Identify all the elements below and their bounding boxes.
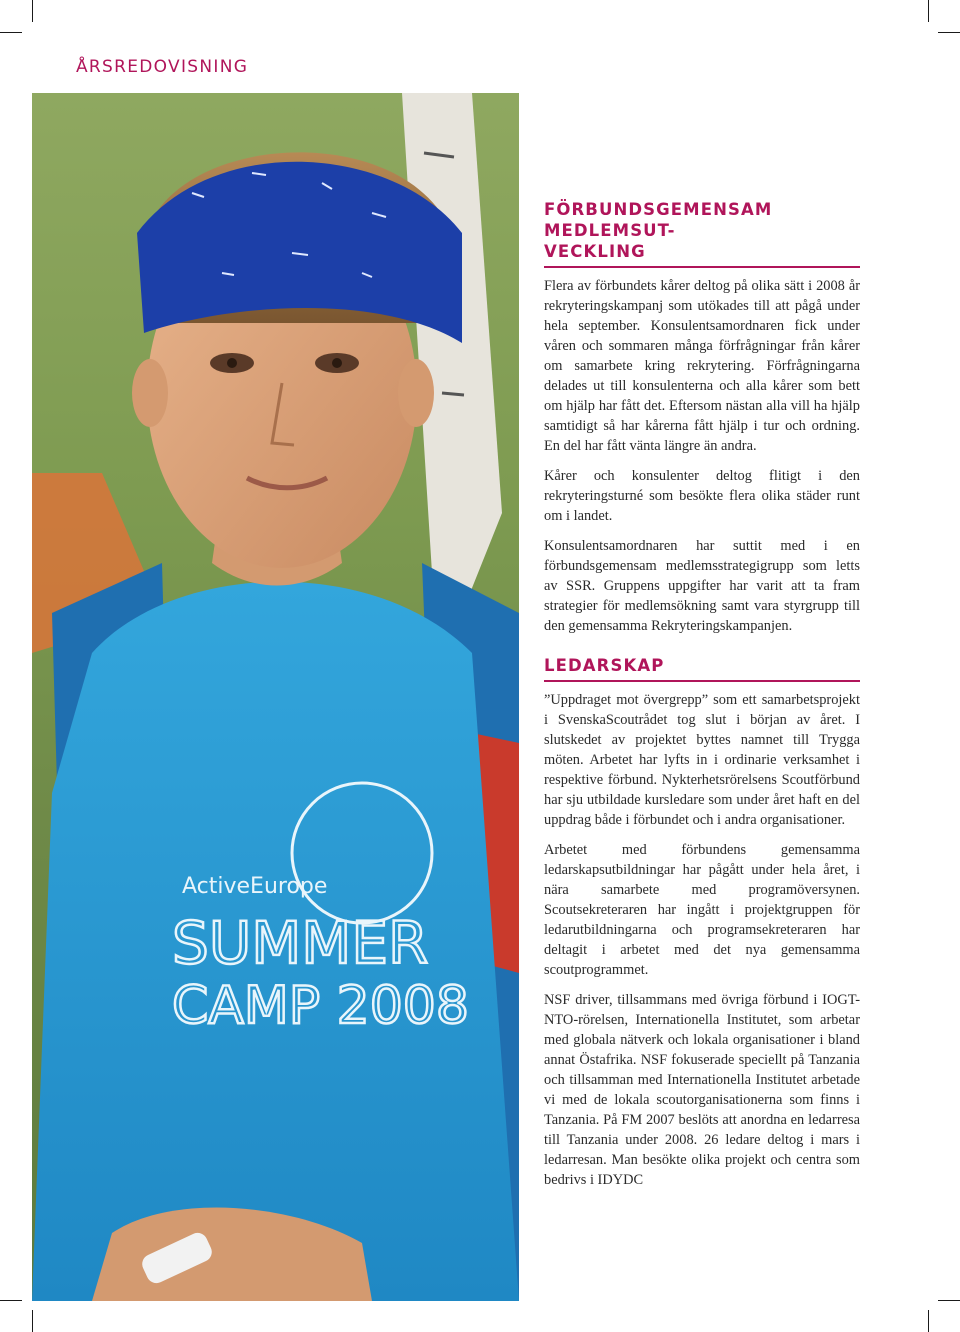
crop-mark-bottom-right xyxy=(928,1310,929,1332)
crop-mark-right-top xyxy=(938,32,960,33)
section-ledarskap xyxy=(544,655,860,1190)
crop-mark-top-left xyxy=(32,0,33,22)
paragraph: ”Uppdraget mot övergrepp” som ett samarbetsprojekt i SvenskaScoutrådet tog slut i början av året. I slutskedet av projektet byttes namnet till Trygga möten. Arbetet har lyfts in i ordinarie verksamhet i respektive förbund. Nykterhetsrörelsens Scoutförbund har sju utbildade kursledare som under året haft en del uppdrag både i förbundet och i andra organisationer. xyxy=(544,692,860,828)
paragraph: Kårer och konsulenter deltog flitigt i den rekryteringsturné som besökte flera olika städer runt om i landet. xyxy=(544,468,860,524)
crop-mark-top-right xyxy=(928,0,929,22)
svg-text:CAMP 2008: CAMP 2008 xyxy=(172,976,469,1036)
crop-mark-bottom-left xyxy=(32,1310,33,1332)
section-medlemsutveckling xyxy=(544,199,860,636)
section-heading: LEDARSKAP xyxy=(544,655,860,682)
paragraph: Arbetet med förbundens gemensamma ledarskapsutbildningar har pågått under hela året, i nära samarbete med programöversynen. Scoutsekreteraren har ingått i projektgruppen för ledarutbildningarna och programsekreteraren har deltagit i arbetet med det nya gemensamma scoutprogrammet. xyxy=(544,842,860,978)
paragraph: Konsulentsamordnaren har suttit med i en förbundsgemensam medlemsstrategigrupp som letts av SSR. Gruppens uppgifter har varit att ta fram strategier för medlemsökning samt vara styrgrupp till den gemensamma Rekryteringskampanjen. xyxy=(544,538,860,634)
crop-mark-left-top xyxy=(0,32,22,33)
running-head: ÅRSREDOVISNING xyxy=(76,57,249,77)
svg-text:SUMMER: SUMMER xyxy=(172,909,429,977)
crop-mark-right-bottom xyxy=(938,1300,960,1301)
paragraph: Flera av förbundets kårer deltog på olika sätt i 2008 år rekryteringskampanj som utökades till att pågå under hela september. Konsulentsamordnaren fick under våren och sommaren många förfrågningar från kårer om samarbete kring rekrytering. Förfrågningarna delades ut till konsulenterna och alla kårer som bett om hjälp har fått det. Eftersom nästan alla vill ha hjälp samtidigt så har kårerna fått hjälp i tur och ordning. En del har fått vänta längre än andra. xyxy=(544,278,860,454)
photo-boy-scout-camp xyxy=(32,93,519,1301)
crop-mark-left-bottom xyxy=(0,1300,22,1301)
section-heading: FÖRBUNDSGEMENSAM MEDLEMSUT- VECKLING xyxy=(544,199,860,268)
paragraph: NSF driver, tillsammans med övriga förbund i IOGT-NTO-rörelsen, Internationella Institutet, som arbetar med globala nätverk och lokala organisationer i bland annat Östafrika. NSF fokuserade speciellt på Tanzania och tillsamman med Internationella Institutet arbetade vi med de lokala scoutorganisationerna som finns i Tanzania. På FM 2007 beslöts att anordna en ledarresa till Tanzania under 2008. 26 ledare deltog i mars i ledarresan. Man besökte olika projekt och centra som bedrivs i IDYDC xyxy=(544,992,860,1188)
svg-text:ActiveEurope: ActiveEurope xyxy=(182,874,328,899)
